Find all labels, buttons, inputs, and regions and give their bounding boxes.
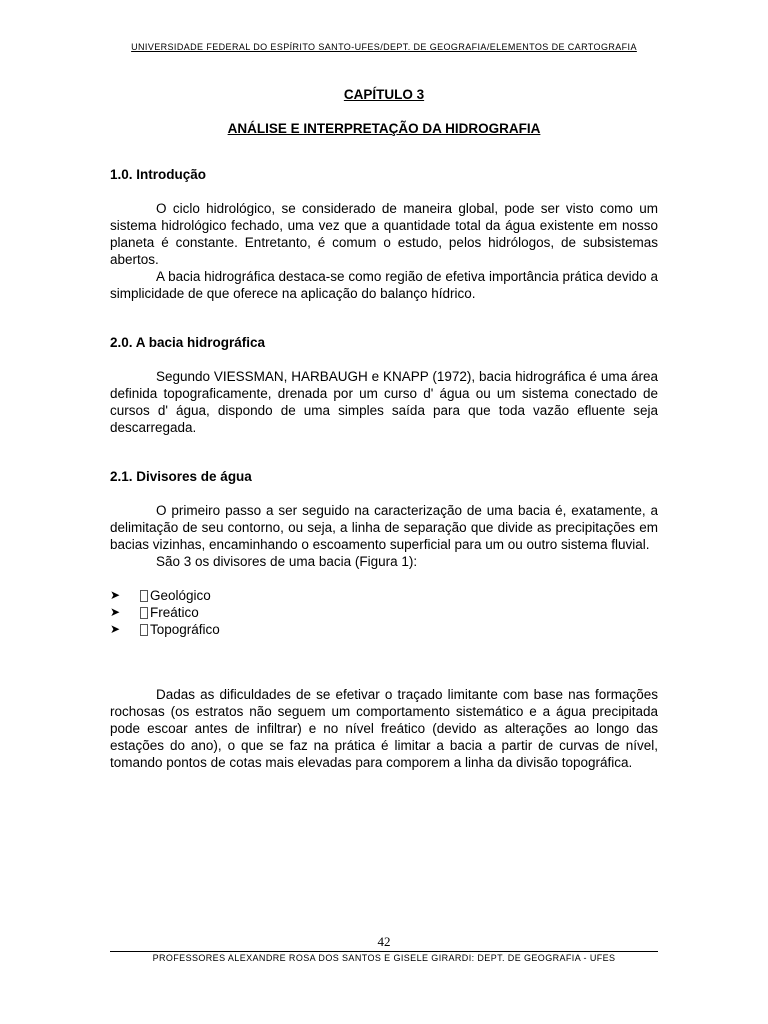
running-footer: PROFESSORES ALEXANDRE ROSA DOS SANTOS E GISELE GIRARDI: DEPT. DE GEOGRAFIA - UFES: [152, 953, 616, 963]
list-item: [110, 587, 658, 604]
section-divisores-de-agua: [110, 468, 658, 638]
paragraph: São 3 os divisores de uma bacia (Figura 1):: [156, 554, 418, 569]
running-header: UNIVERSIDADE FEDERAL DO ESPÍRITO SANTO-UFES/DEPT. DE GEOGRAFIA/ELEMENTOS DE CARTOGRAFIA: [131, 42, 637, 52]
list-item: [110, 621, 658, 638]
paragraph: Segundo VIESSMAN, HARBAUGH e KNAPP (1972), bacia hidrográfica é uma área definida topograficamente, drenada por um curso d' água ou um sistema conectado de cursos d' água, dispondo de uma simples saída para que toda vazão efluente seja descarregada.: [110, 369, 658, 435]
section-bacia-hidrografica: [110, 334, 658, 436]
placeholder-box-icon: [140, 607, 148, 619]
arrowhead-icon: ➤: [110, 622, 121, 636]
section-divisores-conclusion: [110, 686, 658, 771]
paragraph: Dadas as dificuldades de se efetivar o traçado limitante com base nas formações rochosas (os estratos não seguem um comportamento sistemático e a água precipitada pode escoar antes de infiltrar) e no nível freático (devido as alterações ao longo das estações do ano), o que se faz na prática é limitar a bacia a partir de curvas de nível, tomando pontos de cotas mais elevadas para comporem a linha da divisão topográfica.: [110, 687, 658, 770]
list-item: [110, 604, 658, 621]
chapter-number: CAPÍTULO 3: [343, 87, 425, 102]
section-introducao: [110, 166, 658, 302]
arrowhead-icon: ➤: [110, 605, 121, 619]
list-item-label: Geológico: [150, 588, 211, 603]
section-heading: 2.1. Divisores de água: [110, 469, 252, 484]
placeholder-box-icon: [140, 590, 148, 602]
arrowhead-icon: ➤: [110, 588, 121, 602]
section-heading: 1.0. Introdução: [110, 167, 207, 182]
chapter-title: ANÁLISE E INTERPRETAÇÃO DA HIDROGRAFIA: [227, 121, 541, 136]
divisores-list: [110, 587, 658, 638]
paragraph: O ciclo hidrológico, se considerado de maneira global, pode ser visto como um sistema hidrológico fechado, uma vez que a quantidade total da água existente em nosso planeta é constante. Entretanto, é comum o estudo, pelos hidrólogos, de subsistemas abertos.: [110, 201, 658, 267]
list-item-label: Topográfico: [150, 622, 220, 637]
section-heading: 2.0. A bacia hidrográfica: [110, 335, 266, 350]
page-number: 42: [377, 934, 391, 949]
placeholder-box-icon: [140, 624, 148, 636]
footer-divider: [110, 951, 658, 952]
list-item-label: Freático: [150, 605, 199, 620]
paragraph: O primeiro passo a ser seguido na caracterização de uma bacia é, exatamente, a delimitação de seu contorno, ou seja, a linha de separação que divide as precipitações em bacias vizinhas, encaminhando o escoamento superficial para um ou outro sistema fluvial.: [110, 503, 658, 552]
paragraph: A bacia hidrográfica destaca-se como região de efetiva importância prática devido a simplicidade de que oferece na aplicação do balanço hídrico.: [110, 269, 658, 301]
